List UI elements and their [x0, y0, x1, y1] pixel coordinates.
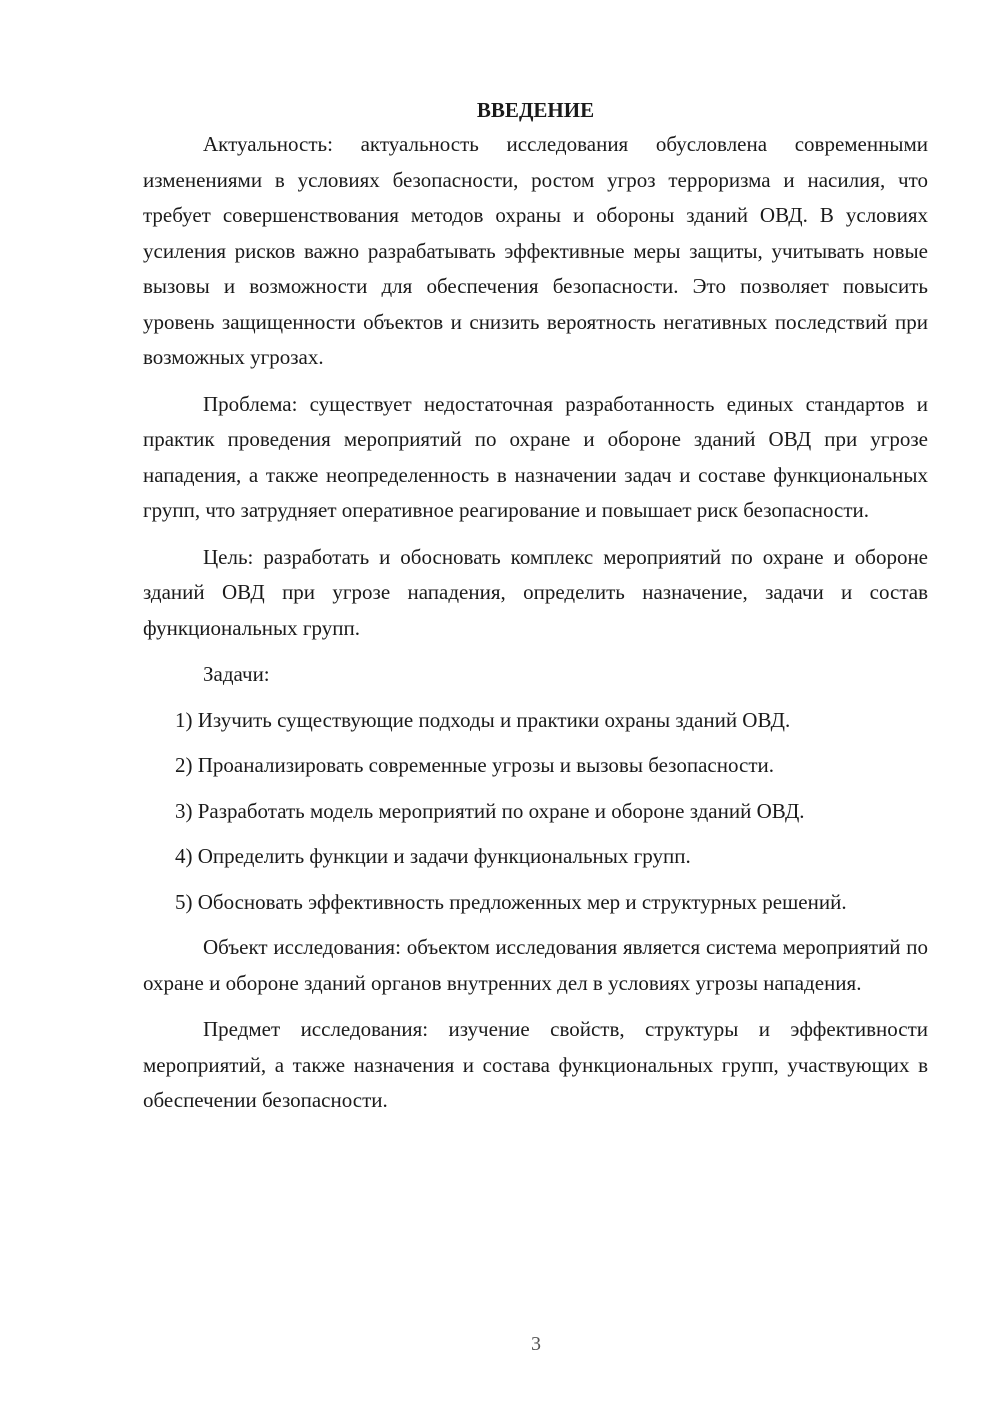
- list-item: 3) Разработать модель мероприятий по охране и обороне зданий ОВД.: [175, 798, 805, 823]
- tasks-list: [143, 703, 928, 921]
- list-item: 1) Изучить существующие подходы и практики охраны зданий ОВД.: [175, 707, 791, 732]
- document-page: [143, 93, 928, 1130]
- paragraph-problem: Проблема: существует недостаточная разработанность единых стандартов и практик проведения мероприятий по охране и обороне зданий ОВД при угрозе нападения, а также неопределенность в назначении задач и составе функциональных групп, что затрудняет оперативное реагирование и повышает риск безопасности.: [143, 391, 928, 522]
- document-title: ВВЕДЕНИЕ: [476, 98, 595, 122]
- list-item: 5) Обосновать эффективность предложенных мер и структурных решений.: [175, 889, 847, 914]
- paragraph-goal: Цель: разработать и обосновать комплекс мероприятий по охране и обороне зданий ОВД при угрозе нападения, определить назначение, задачи и состав функциональных групп.: [143, 544, 928, 640]
- tasks-heading: Задачи:: [203, 662, 270, 686]
- list-item: 4) Определить функции и задачи функциональных групп.: [175, 844, 691, 868]
- page-number: 3: [531, 1333, 541, 1355]
- paragraph-object: Объект исследования: объектом исследования является система мероприятий по охране и обороне зданий органов внутренних дел в условиях угрозы нападения.: [143, 935, 928, 995]
- paragraph-relevance: Актуальность: актуальность исследования обусловлена современными изменениями в условиях безопасности, ростом угроз терроризма и насилия, что требует совершенствования методов охраны и обороны зданий ОВД. В условиях усиления рисков важно разрабатывать эффективные меры защиты, учитывать новые вызовы и возможности для обеспечения безопасности. Это позволяет повысить уровень защищенности объектов и снизить вероятность негативных последствий при возможных угрозах.: [143, 132, 928, 369]
- paragraph-subject: Предмет исследования: изучение свойств, структуры и эффективности мероприятий, а также назначения и состава функциональных групп, участвующих в обеспечении безопасности.: [143, 1017, 928, 1112]
- list-item: 2) Проанализировать современные угрозы и вызовы безопасности.: [175, 753, 774, 777]
